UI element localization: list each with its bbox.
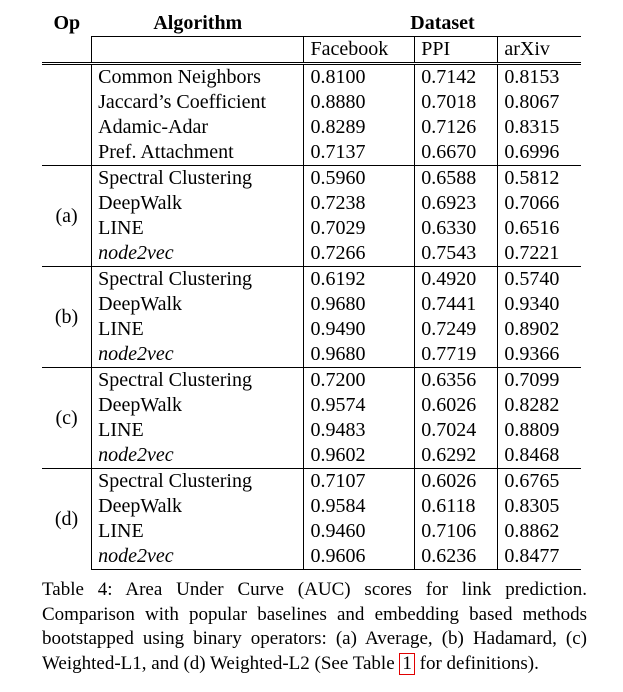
auc-value-cell: 0.8305 xyxy=(504,495,560,517)
column-header-facebook: Facebook xyxy=(304,37,415,64)
auc-value-cell: 0.9483 xyxy=(304,418,415,443)
auc-value-cell: 0.7142 xyxy=(415,64,498,91)
auc-value-cell: 0.6330 xyxy=(415,216,498,241)
column-header-ppi: PPI xyxy=(415,37,498,64)
table-row xyxy=(42,115,581,140)
auc-value-cell: 0.6118 xyxy=(415,494,498,519)
auc-value-cell: 0.7249 xyxy=(415,317,498,342)
algorithm-cell: Spectral Clustering xyxy=(92,469,304,495)
algorithm-cell: Jaccard’s Coefficient xyxy=(92,90,304,115)
auc-value-cell: 0.6996 xyxy=(504,141,560,163)
auc-value-cell: 0.8153 xyxy=(498,64,581,91)
table-row xyxy=(42,418,581,443)
auc-value-cell: 0.8282 xyxy=(504,394,560,416)
auc-value-cell: 0.8468 xyxy=(504,444,560,466)
auc-value-cell: 0.6923 xyxy=(415,191,498,216)
auc-value-cell: 0.7441 xyxy=(415,292,498,317)
auc-value-cell: 0.7137 xyxy=(304,140,415,166)
auc-value-cell: 0.8809 xyxy=(504,419,560,441)
operator-label: (c) xyxy=(42,368,92,469)
table-body xyxy=(42,64,581,570)
caption-text: Table 4: Area Under Curve (AUC) scores for link prediction. Comparison with popular baselines and embedding based methods bootstapped using binary operators: (a) Average, (b) Hadamard, (c) Weighted-L1, and (d) Weighted-L2 (See Table xyxy=(42,579,587,674)
algorithm-cell: LINE xyxy=(92,418,304,443)
header-row-1 xyxy=(42,11,581,37)
table-row xyxy=(42,368,581,394)
algorithm-header: Algorithm xyxy=(153,12,243,34)
auc-value-cell: 0.9584 xyxy=(304,494,415,519)
table-row xyxy=(42,267,581,293)
auc-value-cell: 0.4920 xyxy=(415,267,498,293)
auc-value-cell: 0.6765 xyxy=(498,469,581,495)
table-reference-link[interactable]: 1 xyxy=(399,653,415,675)
table-row xyxy=(42,90,581,115)
auc-value-cell: 0.7107 xyxy=(304,469,415,495)
algorithm-cell: Pref. Attachment xyxy=(92,140,304,166)
algorithm-cell: Common Neighbors xyxy=(92,64,304,91)
algorithm-cell: node2vec xyxy=(92,342,304,368)
auc-results-table xyxy=(42,11,581,570)
table-row xyxy=(42,494,581,519)
algorithm-cell: Spectral Clustering xyxy=(92,368,304,394)
auc-value-cell: 0.9602 xyxy=(304,443,415,469)
auc-value-cell: 0.8862 xyxy=(504,520,560,542)
operator-label: (d) xyxy=(42,469,92,570)
algorithm-cell: DeepWalk xyxy=(92,191,304,216)
auc-value-cell: 0.7719 xyxy=(415,342,498,368)
auc-value-cell: 0.8880 xyxy=(304,90,415,115)
auc-value-cell: 0.7200 xyxy=(304,368,415,394)
table-row xyxy=(42,469,581,495)
algorithm-cell: DeepWalk xyxy=(92,292,304,317)
auc-value-cell: 0.9680 xyxy=(304,292,415,317)
table-row xyxy=(42,216,581,241)
algorithm-cell: Adamic-Adar xyxy=(92,115,304,140)
auc-value-cell: 0.6192 xyxy=(304,267,415,293)
table-caption xyxy=(42,578,587,676)
auc-value-cell: 0.8289 xyxy=(304,115,415,140)
algorithm-header-blank xyxy=(92,37,304,64)
header-row-2 xyxy=(42,37,581,64)
table-row xyxy=(42,544,581,570)
auc-value-cell: 0.8315 xyxy=(504,116,560,138)
auc-value-cell: 0.9574 xyxy=(304,393,415,418)
algorithm-cell: node2vec xyxy=(92,443,304,469)
auc-value-cell: 0.8902 xyxy=(504,318,560,340)
auc-value-cell: 0.6026 xyxy=(415,393,498,418)
auc-value-cell: 0.5740 xyxy=(498,267,581,293)
algorithm-cell: DeepWalk xyxy=(92,494,304,519)
algorithm-cell: LINE xyxy=(92,317,304,342)
auc-value-cell: 0.7024 xyxy=(415,418,498,443)
column-header-arxiv: arXiv xyxy=(498,37,581,64)
algorithm-cell: node2vec xyxy=(92,544,304,570)
table-row xyxy=(42,191,581,216)
auc-value-cell: 0.8100 xyxy=(304,64,415,91)
auc-value-cell: 0.9340 xyxy=(504,293,560,315)
algorithm-cell: node2vec xyxy=(92,241,304,267)
auc-value-cell: 0.6356 xyxy=(415,368,498,394)
table-row xyxy=(42,443,581,469)
auc-value-cell: 0.8477 xyxy=(498,544,581,570)
algorithm-cell: Spectral Clustering xyxy=(92,166,304,192)
table-row xyxy=(42,140,581,166)
auc-value-cell: 0.9490 xyxy=(304,317,415,342)
algorithm-cell: DeepWalk xyxy=(92,393,304,418)
algorithm-cell: LINE xyxy=(92,519,304,544)
dataset-header: Dataset xyxy=(410,12,475,34)
auc-value-cell: 0.7238 xyxy=(304,191,415,216)
auc-value-cell: 0.5960 xyxy=(304,166,415,192)
auc-value-cell: 0.6026 xyxy=(415,469,498,495)
algorithm-cell: LINE xyxy=(92,216,304,241)
table-row xyxy=(42,64,581,91)
auc-value-cell: 0.7106 xyxy=(415,519,498,544)
op-header-blank xyxy=(42,37,92,64)
auc-value-cell: 0.6588 xyxy=(415,166,498,192)
auc-value-cell: 0.7018 xyxy=(415,90,498,115)
auc-value-cell: 0.6292 xyxy=(415,443,498,469)
table-row xyxy=(42,317,581,342)
auc-value-cell: 0.6670 xyxy=(415,140,498,166)
op-header: Op xyxy=(53,12,81,35)
algorithm-cell: Spectral Clustering xyxy=(92,267,304,293)
table-row xyxy=(42,393,581,418)
table-row xyxy=(42,241,581,267)
auc-value-cell: 0.9460 xyxy=(304,519,415,544)
auc-value-cell: 0.7066 xyxy=(504,192,560,214)
auc-value-cell: 0.7221 xyxy=(504,242,560,264)
auc-value-cell: 0.7543 xyxy=(415,241,498,267)
operator-label: (b) xyxy=(42,267,92,368)
auc-value-cell: 0.7266 xyxy=(304,241,415,267)
table-row xyxy=(42,292,581,317)
auc-value-cell: 0.6236 xyxy=(415,544,498,570)
caption-text-end: for definitions). xyxy=(414,652,539,674)
auc-value-cell: 0.7126 xyxy=(415,115,498,140)
auc-value-cell: 0.8067 xyxy=(504,91,560,113)
table-row xyxy=(42,342,581,368)
operator-label xyxy=(42,64,92,166)
auc-value-cell: 0.7029 xyxy=(304,216,415,241)
operator-label: (a) xyxy=(42,166,92,267)
auc-value-cell: 0.9366 xyxy=(504,343,560,365)
auc-value-cell: 0.9606 xyxy=(304,544,415,570)
table-row xyxy=(42,166,581,192)
auc-value-cell: 0.6516 xyxy=(504,217,560,239)
auc-value-cell: 0.5812 xyxy=(498,166,581,192)
auc-value-cell: 0.9680 xyxy=(304,342,415,368)
auc-value-cell: 0.7099 xyxy=(498,368,581,394)
table-row xyxy=(42,519,581,544)
